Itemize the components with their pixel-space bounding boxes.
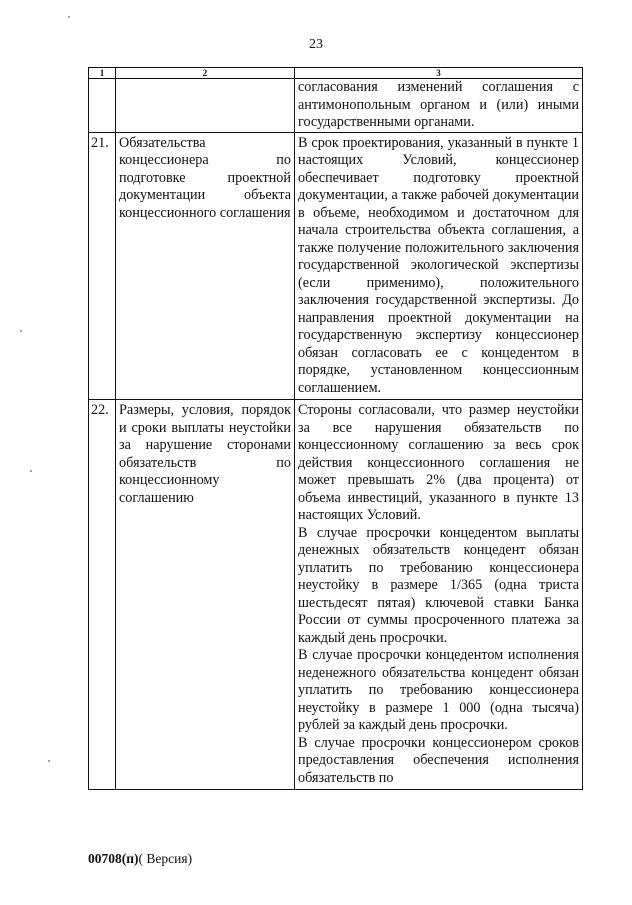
document-code: 00708(п) (88, 851, 139, 866)
table-row-continuation (89, 79, 583, 133)
row-text-cell (295, 132, 583, 400)
paragraph: Стороны согласовали, что размер неустойки за все нарушения обязательств по концессионному соглашению за весь срок действия концессионного соглашения не может превышать 2% (два процента) от объема инвестиций, указанного в пункте 13 настоящих Условий. (298, 402, 579, 523)
row-title (116, 79, 295, 133)
conditions-table (88, 67, 583, 790)
header-col-3: 3 (295, 68, 583, 79)
scan-speck (30, 470, 32, 472)
document-footer (88, 851, 192, 867)
table-row-21 (89, 132, 583, 400)
paragraph: В случае просрочки концедентом исполнения неденежного обязательства концедент обязан уплатить по требованию концессионера неустойку в размере 1 000 (одна тысяча) рублей за каждый день просрочки. (298, 647, 579, 733)
paragraph: В срок проектирования, указанный в пункте 1 настоящих Условий, концессионер обеспечивает подготовку проектной документации, а также рабочей документации в объеме, необходимом и достаточном для начала строительства объекта соглашения, а также получение положительного заключения государственной экологической экспертизы (если применимо), положительного заключения государственной экспертизы. До направления проектной документации на государственную экспертизу концессионер обязан согласовать ее с концедентом в порядке, установленном концессионным соглашением. (298, 134, 579, 396)
document-version: ( Версия) (138, 851, 193, 866)
table-header-row (89, 68, 583, 79)
row-title: Размеры, условия, порядок и сроки выплаты неустойки за нарушение сторонами обязательств по концессионному соглашению (116, 400, 295, 790)
paragraph: В случае просрочки концедентом выплаты денежных обязательств концедент обязан уплатить по требованию концессионера неустойку в размере 1/365 (одна триста шестьдесят пятая) ключевой ставки Банка России от суммы просроченного платежа за каждый день просрочки. (298, 524, 579, 646)
scan-speck (20, 330, 22, 332)
row-text-cell (295, 400, 583, 790)
row-number (89, 79, 116, 133)
row-number: 22. (89, 400, 116, 790)
scan-speck (68, 16, 70, 18)
paragraph: В случае просрочки концессионером сроков предоставления обеспечения исполнения обязательств по (298, 734, 579, 786)
scan-speck (48, 760, 50, 762)
row-number: 21. (89, 132, 116, 400)
header-col-1: 1 (89, 68, 116, 79)
page-number: 23 (309, 37, 323, 52)
row-title: Обязательства концессионера по подготовке проектной документации объекта концессионного соглашения (116, 132, 295, 400)
table-row-22 (89, 400, 583, 790)
header-col-2: 2 (116, 68, 295, 79)
row-text: согласования изменений соглашения с антимонопольным органом и (или) иными государственными органами. (295, 79, 583, 133)
